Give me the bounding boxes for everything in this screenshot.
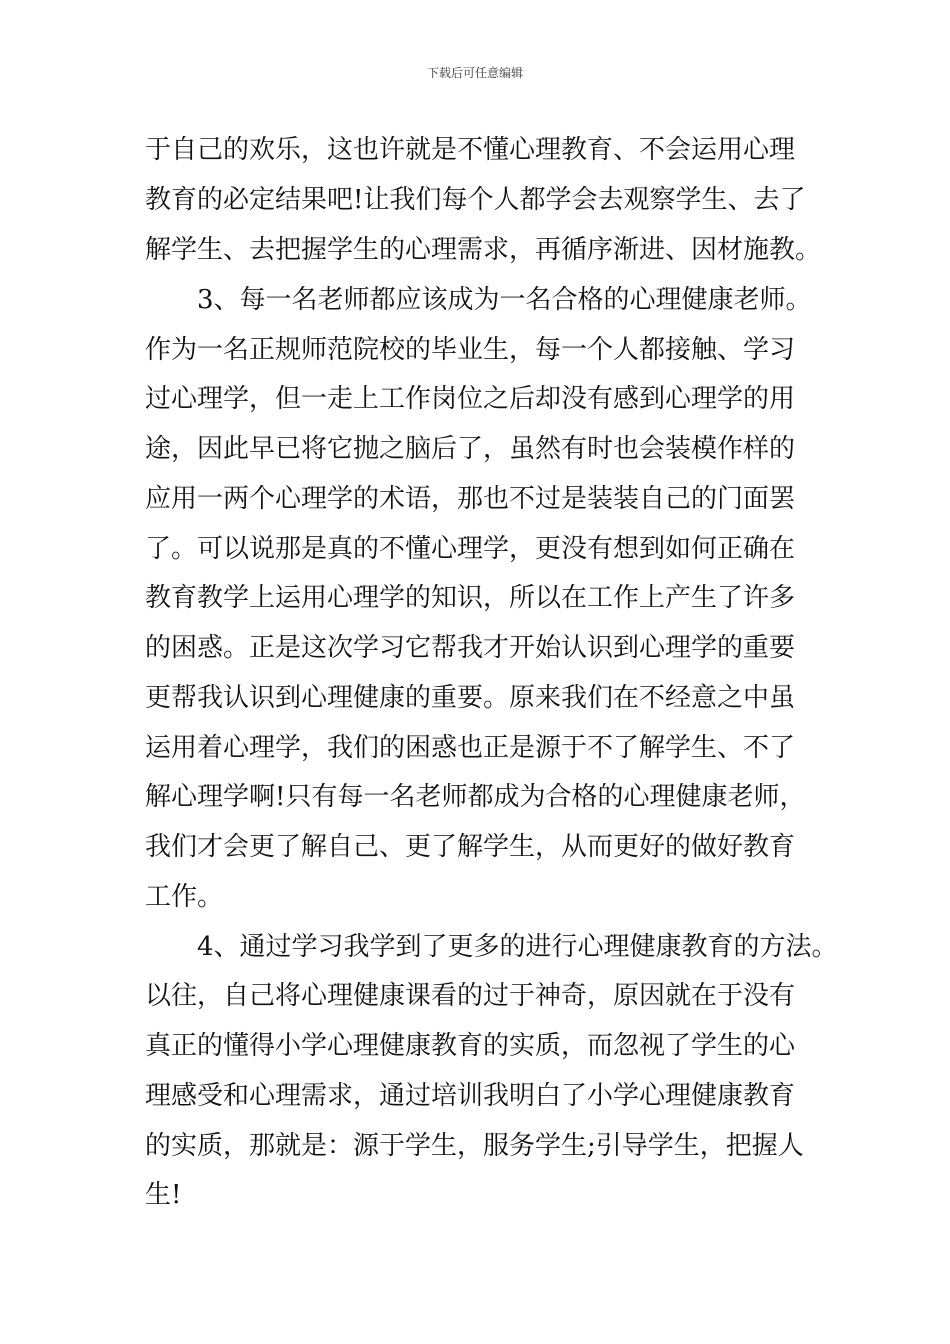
text-line: 以往，自己将心理健康课看的过于神奇，原因就在于没有: [145, 981, 796, 1011]
text-line: 教育教学上运用心理学的知识，所以在工作上产生了许多: [145, 583, 796, 613]
text-line: 真正的懂得小学心理健康教育的实质，而忽视了学生的心: [145, 1031, 796, 1061]
text-line: 解心理学啊!只有每一名老师都成为合格的心理健康老师，: [145, 782, 806, 812]
page-header: 下载后可任意编辑: [426, 66, 523, 80]
text-line: 教育的必定结果吧!让我们每个人都学会去观察学生、去了: [145, 185, 806, 215]
text-line: 生!: [145, 1180, 182, 1210]
text-line: 解学生、去把握学生的心理需求，再循序渐进、因材施教。: [145, 235, 822, 265]
text-line: 3、每一名老师都应该成为一名合格的心理健康老师。: [197, 285, 812, 315]
text-line: 了。可以说那是真的不懂心理学，更没有想到如何正确在: [145, 534, 796, 564]
text-line: 途，因此早已将它抛之脑后了，虽然有时也会装模作样的: [145, 434, 796, 464]
text-line: 应用一两个心理学的术语，那也不过是装装自己的门面罢: [145, 484, 796, 514]
text-line: 的实质，那就是：源于学生，服务学生;引导学生，把握人: [145, 1131, 804, 1161]
text-line: 于自己的欢乐，这也许就是不懂心理教育、不会运用心理: [145, 135, 796, 165]
text-line: 的困惑。正是这次学习它帮我才开始认识到心理学的重要: [145, 633, 796, 663]
text-line: 更帮我认识到心理健康的重要。原来我们在不经意之中虽: [145, 683, 796, 713]
text-line: 4、通过学习我学到了更多的进行心理健康教育的方法。: [197, 932, 838, 962]
text-line: 工作。: [145, 882, 224, 912]
text-line: 运用着心理学，我们的困惑也正是源于不了解学生、不了: [145, 733, 796, 763]
text-line: 过心理学，但一走上工作岗位之后却没有感到心理学的用: [145, 384, 796, 414]
text-line: 我们才会更了解自己、更了解学生，从而更好的做好教育: [145, 832, 796, 862]
text-line: 理感受和心理需求，通过培训我明白了小学心理健康教育: [145, 1081, 796, 1111]
text-line: 作为一名正规师范院校的毕业生，每一个人都接触、学习: [145, 335, 796, 365]
